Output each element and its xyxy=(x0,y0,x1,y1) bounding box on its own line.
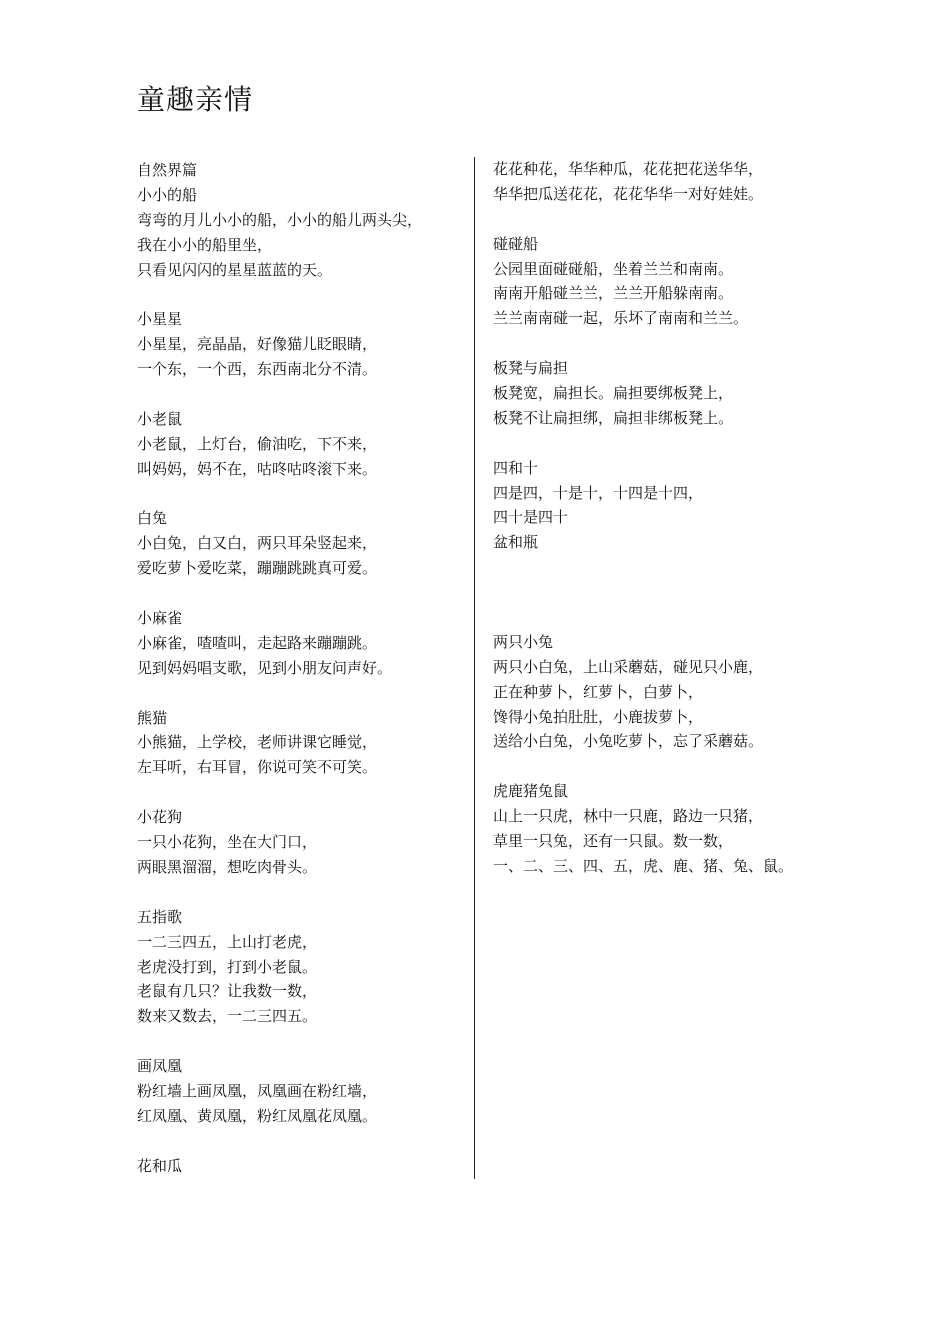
poem-line: 弯弯的月儿小小的船，小小的船儿两头尖， xyxy=(137,210,423,229)
left-column xyxy=(137,158,457,1179)
poem-xiaoxingxing xyxy=(137,307,457,382)
poem-line: 两只小白兔，上山采蘑菇，碰见只小鹿， xyxy=(493,657,764,676)
poem-pengpengchuan xyxy=(493,232,893,332)
poem-xiaomaque xyxy=(137,606,457,681)
poem-line: 粉红墙上画凤凰，凤凰画在粉红墙， xyxy=(137,1081,378,1100)
poem-xiaolaoshu xyxy=(137,407,457,482)
poem-line: 一个东，一个西，东西南北分不清。 xyxy=(137,360,378,379)
poem-title: 小星星 xyxy=(137,310,183,329)
poem-siheshi xyxy=(493,456,893,556)
poem-title: 熊猫 xyxy=(137,708,168,727)
poem-line: 爱吃萝卜爱吃菜，蹦蹦跳跳真可爱。 xyxy=(137,559,378,578)
poem-title: 碰碰船 xyxy=(493,234,539,253)
poem-line: 小老鼠，上灯台，偷油吃，下不来， xyxy=(137,434,378,453)
poem-title: 板凳与扁担 xyxy=(493,359,569,378)
poem-title: 五指歌 xyxy=(137,907,183,926)
page-title: 童趣亲情 xyxy=(137,83,254,116)
poem-line: 山上一只虎，林中一只鹿，路边一只猪， xyxy=(493,807,764,826)
poem-line: 四十是四十 xyxy=(493,508,569,527)
poem-line: 老鼠有几只？让我数一数， xyxy=(137,982,318,1001)
poem-line: 送给小白兔，小兔吃萝卜，忘了采蘑菇。 xyxy=(493,732,764,751)
poem-line: 华华把瓜送花花，花花华华一对好娃娃。 xyxy=(493,184,764,203)
right-column xyxy=(493,157,893,879)
poem-xiaohuagou xyxy=(137,805,457,880)
poem-title: 小花狗 xyxy=(137,808,183,827)
poem-line: 板凳不让扁担绑，扁担非绑板凳上。 xyxy=(493,408,734,427)
poem-line: 两眼黑溜溜，想吃肉骨头。 xyxy=(137,857,318,876)
poem-line: 左耳听，右耳冒，你说可笑不可笑。 xyxy=(137,758,378,777)
poem-line: 老虎没打到，打到小老鼠。 xyxy=(137,957,318,976)
poem-xiaoxiaodechuan xyxy=(137,183,457,283)
poem-line: 小星星，亮晶晶，好像猫儿眨眼睛， xyxy=(137,335,378,354)
poem-line: 数来又数去，一二三四五。 xyxy=(137,1007,318,1026)
poem-line: 叫妈妈，妈不在，咕咚咕咚滚下来。 xyxy=(137,459,378,478)
poem-line: 兰兰南南碰一起，乐坏了南南和兰兰。 xyxy=(493,309,749,328)
poem-title: 四和十 xyxy=(493,458,539,477)
poem-title: 画凤凰 xyxy=(137,1057,183,1076)
poem-line: 小熊猫，上学校，老师讲课它睡觉， xyxy=(137,733,378,752)
poem-huluzhutushu xyxy=(493,779,893,879)
column-divider xyxy=(474,157,475,1179)
poem-continuation xyxy=(493,157,893,207)
poem-xiongmao xyxy=(137,706,457,781)
poem-title: 小老鼠 xyxy=(137,409,183,428)
poem-title: 小小的船 xyxy=(137,185,198,204)
poem-line: 小白兔，白又白，两只耳朵竖起来， xyxy=(137,534,378,553)
poem-line: 见到妈妈唱支歌，见到小朋友问声好。 xyxy=(137,658,393,677)
poem-line: 花花种花，华华种瓜，花花把花送华华， xyxy=(493,160,764,178)
poem-title: 花和瓜 xyxy=(137,1156,183,1175)
poem-line: 公园里面碰碰船，坐着兰兰和南南。 xyxy=(493,259,734,278)
poem-title: 小麻雀 xyxy=(137,609,183,628)
poem-line: 只看见闪闪的星星蓝蓝的天。 xyxy=(137,260,333,279)
poem-bandengyubiandan xyxy=(493,356,893,431)
poem-huafenghuang xyxy=(137,1054,457,1129)
poem-line: 一、二、三、四、五，虎、鹿、猪、兔、鼠。 xyxy=(493,856,794,875)
poem-wuzhige xyxy=(137,905,457,1029)
poem-line: 一二三四五，上山打老虎， xyxy=(137,932,318,951)
poem-title: 虎鹿猪兔鼠 xyxy=(493,782,569,801)
poem-line: 南南开船碰兰兰，兰兰开船躲南南。 xyxy=(493,284,734,303)
section-heading: 自然界篇 xyxy=(137,161,198,179)
poem-line: 草里一只兔，还有一只鼠。数一数， xyxy=(493,832,734,851)
poem-baitu xyxy=(137,506,457,581)
poem-line: 小麻雀，喳喳叫，走起路来蹦蹦跳。 xyxy=(137,633,378,652)
poem-line: 正在种萝卜，红萝卜，白萝卜， xyxy=(493,682,704,701)
poem-line: 四是四，十是十，十四是十四， xyxy=(493,483,704,502)
poem-line: 一只小花狗，坐在大门口， xyxy=(137,833,318,852)
poem-huaheguа xyxy=(137,1154,457,1179)
poem-line: 盆和瓶 xyxy=(493,533,539,552)
poem-title: 白兔 xyxy=(137,509,168,528)
poem-title: 两只小兔 xyxy=(493,632,554,651)
poem-liangzhixiaotu xyxy=(493,630,893,754)
poem-line: 馋得小兔拍肚肚，小鹿拔萝卜， xyxy=(493,707,704,726)
poem-line: 红凤凰、黄凤凰，粉红凤凰花凤凰。 xyxy=(137,1106,378,1125)
poem-line: 板凳宽，扁担长。扁担要绑板凳上， xyxy=(493,384,734,403)
poem-line: 我在小小的船里坐， xyxy=(137,235,273,254)
